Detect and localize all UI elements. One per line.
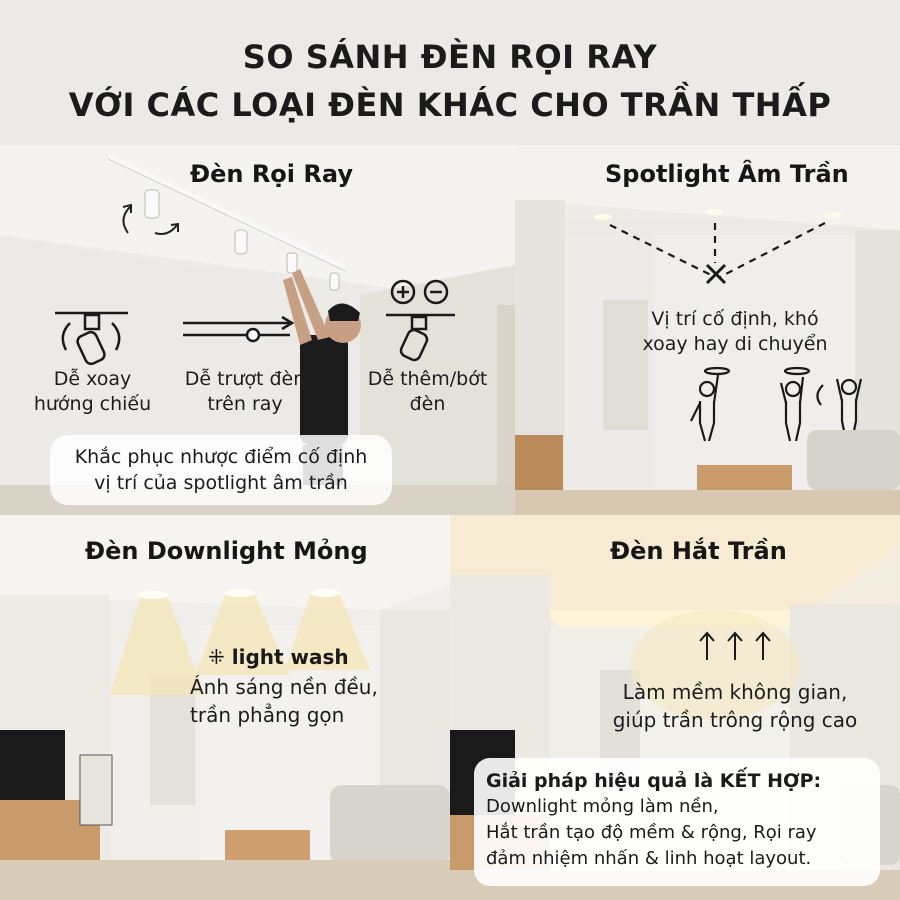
spotlight-caption: Vị trí cố định, khó xoay hay di chuyển xyxy=(642,308,828,355)
track-advantage-callout: Khắc phục nhược điểm cố định vị trí của spotlight âm trần xyxy=(50,435,392,505)
headline-line-2: VỚI CÁC LOẠI ĐÈN KHÁC CHO TRẦN THẤP xyxy=(68,86,832,124)
panel-track-light xyxy=(0,145,515,515)
panel-spotlight xyxy=(515,145,900,515)
light-wash-label: ⁜ light wash xyxy=(208,645,349,669)
summary-title: Giải pháp hiệu quả là KẾT HỢP: xyxy=(486,770,822,792)
feature-rotate-caption: Dễ xoay hướng chiếu xyxy=(33,368,152,415)
panel-title-downlight: Đèn Downlight Mỏng xyxy=(85,537,368,565)
header xyxy=(0,0,900,145)
summary-box xyxy=(474,758,880,886)
panel-title-cove: Đèn Hắt Trần xyxy=(610,537,787,565)
panel-title-track: Đèn Rọi Ray xyxy=(190,160,353,188)
headline-line-1: SO SÁNH ĐÈN RỌI RAY xyxy=(242,38,658,76)
panel-title-spotlight: Spotlight Âm Trần xyxy=(605,160,849,188)
summary-line-1: Downlight mỏng làm nền, xyxy=(486,796,719,817)
panel-downlight xyxy=(0,515,450,900)
sofa xyxy=(330,785,450,865)
light-wash-icon: ⁜ xyxy=(208,645,225,669)
cove-caption: Làm mềm không gian, giúp trần trông rộng cao xyxy=(612,680,858,732)
feature-add-remove-caption: Dễ thêm/bớt đèn xyxy=(367,368,488,415)
summary-line-3: đảm nhiệm nhấn & linh hoạt layout. xyxy=(486,848,812,869)
sofa xyxy=(807,430,900,490)
spotlight-fixture xyxy=(594,214,612,220)
downlight-caption: Ánh sáng nền đều, trần phẳng gọn xyxy=(190,675,378,727)
feature-slide-caption: Dễ trượt đèn trên ray xyxy=(184,368,306,415)
summary-line-2: Hắt trần tạo độ mềm & rộng, Rọi ray xyxy=(486,822,817,843)
